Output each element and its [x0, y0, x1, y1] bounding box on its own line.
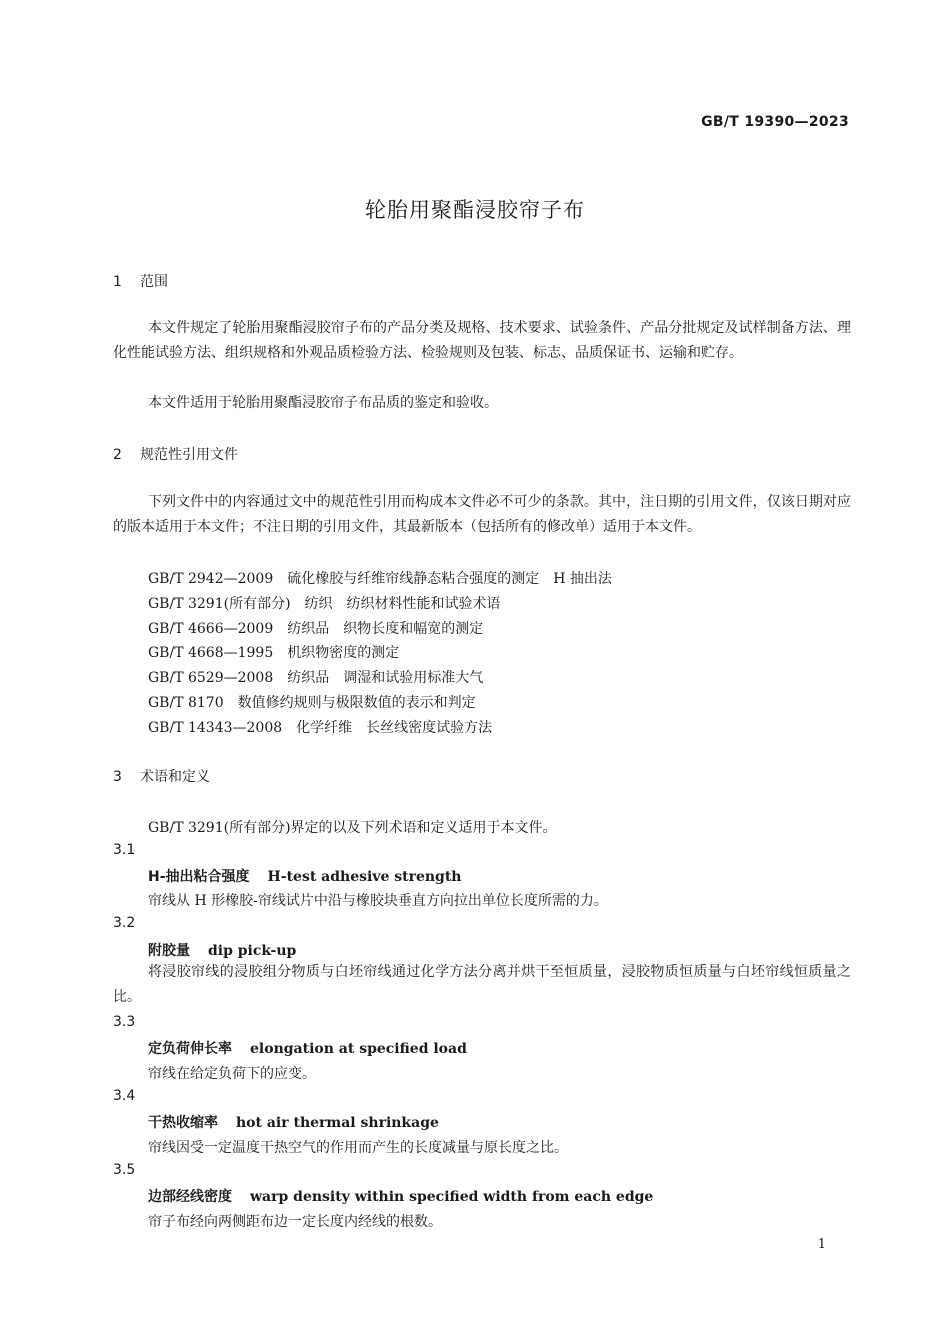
reference-title: 数值修约规则与极限数值的表示和判定	[237, 695, 476, 711]
section-title: 范围	[140, 274, 168, 290]
reference-title: 纺织品 调湿和试验用标准大气	[287, 670, 484, 686]
term-number: 3.2	[113, 915, 136, 931]
term-en: H-test adhesive strength	[267, 869, 462, 885]
term-number: 3.5	[113, 1162, 136, 1178]
term-number: 3.1	[113, 842, 136, 858]
term-title	[148, 1112, 439, 1132]
term-en: hot air thermal shrinkage	[236, 1115, 439, 1131]
reference-item	[148, 593, 501, 613]
section-3-intro: GB/T 3291(所有部分)界定的以及下列术语和定义适用于本文件。	[148, 820, 557, 836]
section-2-heading	[113, 444, 238, 464]
term-title	[148, 1038, 467, 1058]
term-definition: 帘子布经向两侧距布边一定长度内经线的根数。	[148, 1214, 442, 1230]
reference-title: 机织物密度的测定	[287, 645, 400, 661]
term-zh: H-抽出粘合强度	[148, 869, 250, 885]
document-title: 轮胎用聚酯浸胶帘子布	[365, 198, 585, 222]
term-en: warp density within specified width from each edge	[250, 1189, 654, 1205]
term-title	[148, 866, 461, 886]
term-title	[148, 940, 296, 960]
term-zh: 附胶量	[148, 943, 190, 959]
section-number: 2	[113, 447, 122, 463]
reference-code: GB/T 6529—2008	[148, 670, 274, 686]
term-zh: 定负荷伸长率	[148, 1041, 232, 1057]
reference-code: GB/T 14343—2008	[148, 720, 283, 736]
term-title	[148, 1186, 653, 1206]
reference-code: GB/T 3291(所有部分)	[148, 596, 291, 612]
term-en: dip pick-up	[208, 943, 297, 959]
reference-title: 化学纤维 长丝线密度试验方法	[296, 720, 493, 736]
term-definition: 帘线在给定负荷下的应变。	[148, 1066, 316, 1082]
section-3-heading	[113, 766, 210, 786]
reference-item	[148, 618, 483, 638]
page-number: 1	[817, 1237, 826, 1252]
reference-item	[148, 642, 399, 662]
reference-code: GB/T 4668—1995	[148, 645, 274, 661]
reference-item	[148, 717, 492, 737]
reference-item	[148, 568, 612, 588]
section-title: 规范性引用文件	[140, 447, 238, 463]
term-number: 3.3	[113, 1014, 136, 1030]
section-2-intro: 下列文件中的内容通过文中的规范性引用而构成本文件必不可少的条款。其中，注日期的引用文件，仅该日期对应的版本适用于本文件；不注日期的引用文件，其最新版本（包括所有的修改单）适用于本文件。	[113, 494, 851, 535]
section-title: 术语和定义	[140, 769, 210, 785]
reference-title: 硫化橡胶与纤维帘线静态粘合强度的测定 H 抽出法	[287, 571, 612, 587]
term-en: elongation at specified load	[250, 1041, 467, 1057]
term-zh: 边部经线密度	[148, 1189, 232, 1205]
term-definition: 帘线从 H 形橡胶-帘线试片中沿与橡胶块垂直方向拉出单位长度所需的力。	[148, 893, 608, 909]
reference-code: GB/T 2942—2009	[148, 571, 274, 587]
term-number: 3.4	[113, 1088, 136, 1104]
reference-item	[148, 692, 476, 712]
term-zh: 干热收缩率	[148, 1115, 218, 1131]
section-1-paragraph: 本文件规定了轮胎用聚酯浸胶帘子布的产品分类及规格、技术要求、试验条件、产品分批规定及试样制备方法、理化性能试验方法、组织规格和外观品质检验方法、检验规则及包装、标志、品质保证书、运输和贮存。	[113, 320, 851, 361]
term-definition: 帘线因受一定温度干热空气的作用而产生的长度减量与原长度之比。	[148, 1140, 568, 1156]
reference-title: 纺织 纺织材料性能和试验术语	[304, 596, 501, 612]
term-definition: 将浸胶帘线的浸胶组分物质与白坯帘线通过化学方法分离并烘干至恒质量，浸胶物质恒质量与白坯帘线恒质量之比。	[113, 964, 851, 1005]
standard-number: GB/T 19390—2023	[701, 114, 849, 130]
reference-item	[148, 667, 483, 687]
reference-code: GB/T 4666—2009	[148, 621, 274, 637]
section-1-paragraph: 本文件适用于轮胎用聚酯浸胶帘子布品质的鉴定和验收。	[148, 395, 498, 411]
section-1-heading	[113, 271, 168, 291]
section-number: 3	[113, 769, 122, 785]
section-number: 1	[113, 274, 122, 290]
reference-code: GB/T 8170	[148, 695, 224, 711]
reference-title: 纺织品 织物长度和幅宽的测定	[287, 621, 484, 637]
